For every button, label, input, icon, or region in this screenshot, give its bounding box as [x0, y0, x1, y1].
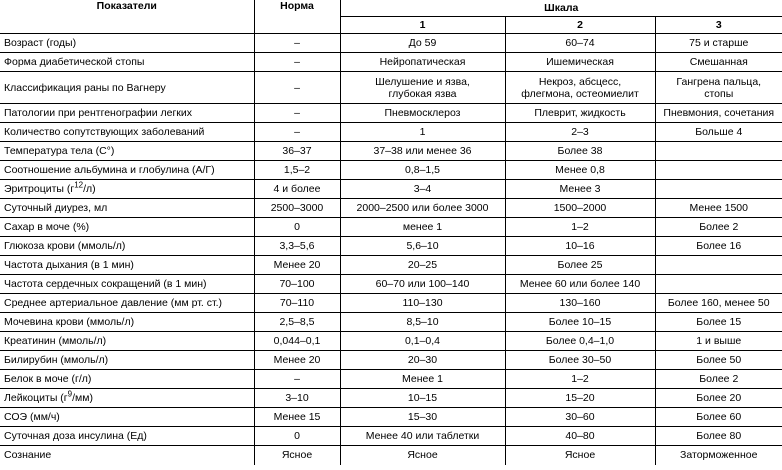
scale-3-cell: Более 160, менее 50 — [655, 294, 782, 313]
row-label-text: Лейкоциты (г — [4, 392, 68, 404]
scale-1-cell: менее 1 — [340, 218, 505, 237]
norm-cell: 3,3–5,6 — [254, 237, 340, 256]
scale-1-cell: 3–4 — [340, 180, 505, 199]
scale-2-cell: Плеврит, жидкость — [505, 104, 655, 123]
scale-1-cell: 1 — [340, 123, 505, 142]
header-scale-2: 2 — [505, 17, 655, 34]
scale-3-cell — [655, 161, 782, 180]
scale-1-cell: 8,5–10 — [340, 313, 505, 332]
scale-2-cell: 60–74 — [505, 34, 655, 53]
table-row — [0, 351, 782, 370]
row-label — [0, 180, 254, 199]
scale-1-cell: 20–25 — [340, 256, 505, 275]
table-row — [0, 427, 782, 446]
row-label: Креатинин (ммоль/л) — [0, 332, 254, 351]
table-row — [0, 53, 782, 72]
scale-3-cell: Смешанная — [655, 53, 782, 72]
row-label: Возраст (годы) — [0, 34, 254, 53]
norm-cell: Менее 15 — [254, 408, 340, 427]
norm-cell: – — [254, 34, 340, 53]
table-row — [0, 123, 782, 142]
scale-3-cell — [655, 180, 782, 199]
row-label: Глюкоза крови (ммоль/л) — [0, 237, 254, 256]
scale-2-cell: Ясное — [505, 446, 655, 465]
row-label: Сознание — [0, 446, 254, 465]
norm-cell: 36–37 — [254, 142, 340, 161]
row-label: Классификация раны по Вагнеру — [0, 72, 254, 104]
table-row — [0, 34, 782, 53]
norm-cell: Менее 20 — [254, 351, 340, 370]
row-label-exponent: 12 — [74, 180, 84, 190]
scale-1-cell: 0,1–0,4 — [340, 332, 505, 351]
scale-1-cell: 37–38 или менее 36 — [340, 142, 505, 161]
scale-3-cell: Более 2 — [655, 218, 782, 237]
row-label-unit: /мм) — [72, 392, 93, 404]
norm-cell: – — [254, 72, 340, 104]
row-label: Мочевина крови (ммоль/л) — [0, 313, 254, 332]
scale-3-cell: 1 и выше — [655, 332, 782, 351]
norm-cell: – — [254, 104, 340, 123]
scale-3-cell: Больше 4 — [655, 123, 782, 142]
header-row-1 — [0, 0, 782, 17]
table-row — [0, 104, 782, 123]
scale-1-cell: 110–130 — [340, 294, 505, 313]
row-label: Среднее артериальное давление (мм рт. ст.) — [0, 294, 254, 313]
scale-2-cell: 1500–2000 — [505, 199, 655, 218]
row-label — [0, 389, 254, 408]
table-row — [0, 256, 782, 275]
table-row — [0, 294, 782, 313]
scale-2-cell: 40–80 — [505, 427, 655, 446]
scale-3-cell: Заторможенное — [655, 446, 782, 465]
scale-2-cell: Более 30–50 — [505, 351, 655, 370]
scale-3-cell: Пневмония, сочетания — [655, 104, 782, 123]
scale-3-cell: Более 20 — [655, 389, 782, 408]
row-label: Сахар в моче (%) — [0, 218, 254, 237]
table-row — [0, 237, 782, 256]
table-row — [0, 313, 782, 332]
table-row — [0, 142, 782, 161]
scale-2-cell: 30–60 — [505, 408, 655, 427]
row-label: Патологии при рентгенографии легких — [0, 104, 254, 123]
scale-2-cell: 15–20 — [505, 389, 655, 408]
row-label: Частота дыхания (в 1 мин) — [0, 256, 254, 275]
scale-3-cell — [655, 142, 782, 161]
scale-2-cell: 1–2 — [505, 218, 655, 237]
row-label: Частота сердечных сокращений (в 1 мин) — [0, 275, 254, 294]
norm-cell: 3–10 — [254, 389, 340, 408]
row-label: СОЭ (мм/ч) — [0, 408, 254, 427]
scale-3-cell: Более 16 — [655, 237, 782, 256]
row-label-unit: /л) — [83, 183, 96, 195]
row-label: Суточный диурез, мл — [0, 199, 254, 218]
scale-2-cell: 2–3 — [505, 123, 655, 142]
scale-3-cell: Более 2 — [655, 370, 782, 389]
scale-2-cell: Более 25 — [505, 256, 655, 275]
scale-3-cell: Более 60 — [655, 408, 782, 427]
scale-1-cell: Пневмосклероз — [340, 104, 505, 123]
table-row — [0, 408, 782, 427]
norm-cell: 70–100 — [254, 275, 340, 294]
scale-2-cell: Более 10–15 — [505, 313, 655, 332]
scale-1-cell: Менее 1 — [340, 370, 505, 389]
norm-cell: 4 и более — [254, 180, 340, 199]
scale-3-cell: Более 80 — [655, 427, 782, 446]
header-scale: Шкала — [340, 0, 782, 17]
row-label: Суточная доза инсулина (Ед) — [0, 427, 254, 446]
scale-2-cell: Более 38 — [505, 142, 655, 161]
row-label-text: Эритроциты (г — [4, 183, 75, 195]
header-scale-3: 3 — [655, 17, 782, 34]
scale-1-cell: 20–30 — [340, 351, 505, 370]
row-label: Белок в моче (г/л) — [0, 370, 254, 389]
scale-3-cell: 75 и старше — [655, 34, 782, 53]
scale-2-cell: Менее 60 или более 140 — [505, 275, 655, 294]
header-scale-1: 1 — [340, 17, 505, 34]
table-row — [0, 446, 782, 465]
row-label: Соотношение альбумина и глобулина (А/Г) — [0, 161, 254, 180]
norm-cell: 70–110 — [254, 294, 340, 313]
norm-cell: 1,5–2 — [254, 161, 340, 180]
scale-1-cell: 15–30 — [340, 408, 505, 427]
scale-3-cell — [655, 256, 782, 275]
table-row — [0, 72, 782, 104]
row-label: Количество сопутствующих заболеваний — [0, 123, 254, 142]
table-row — [0, 180, 782, 199]
row-label: Билирубин (ммоль/л) — [0, 351, 254, 370]
row-label-exponent: 9 — [67, 389, 73, 399]
scale-2-cell: 130–160 — [505, 294, 655, 313]
scale-1-cell: 60–70 или 100–140 — [340, 275, 505, 294]
scale-1-cell: 5,6–10 — [340, 237, 505, 256]
scale-2-cell: Некроз, абсцесс, флегмона, остеомиелит — [505, 72, 655, 104]
norm-cell: Менее 20 — [254, 256, 340, 275]
table-row — [0, 161, 782, 180]
scale-1-cell: 0,8–1,5 — [340, 161, 505, 180]
scale-3-cell: Более 50 — [655, 351, 782, 370]
scale-1-cell: 10–15 — [340, 389, 505, 408]
norm-cell: – — [254, 370, 340, 389]
table-row — [0, 389, 782, 408]
scale-3-cell: Более 15 — [655, 313, 782, 332]
table-row — [0, 332, 782, 351]
scale-1-cell: До 59 — [340, 34, 505, 53]
table-row — [0, 370, 782, 389]
header-norm: Норма — [254, 0, 340, 34]
scale-3-cell: Менее 1500 — [655, 199, 782, 218]
table-row — [0, 199, 782, 218]
scale-2-cell: Менее 3 — [505, 180, 655, 199]
scale-1-cell: Нейропатическая — [340, 53, 505, 72]
scale-2-cell: 1–2 — [505, 370, 655, 389]
scale-2-cell: Ишемическая — [505, 53, 655, 72]
scale-3-cell: Гангрена пальца, стопы — [655, 72, 782, 104]
norm-cell: 0 — [254, 427, 340, 446]
norm-cell: Ясное — [254, 446, 340, 465]
scale-2-cell: Менее 0,8 — [505, 161, 655, 180]
norm-cell: – — [254, 53, 340, 72]
norm-cell: 0,044–0,1 — [254, 332, 340, 351]
scale-3-cell — [655, 275, 782, 294]
norm-cell: – — [254, 123, 340, 142]
scale-1-cell: Шелушение и язва, глубокая язва — [340, 72, 505, 104]
scale-2-cell: 10–16 — [505, 237, 655, 256]
table-row — [0, 275, 782, 294]
norm-cell: 0 — [254, 218, 340, 237]
row-label: Форма диабетической стопы — [0, 53, 254, 72]
scale-1-cell: Менее 40 или таблетки — [340, 427, 505, 446]
norm-cell: 2,5–8,5 — [254, 313, 340, 332]
table-row — [0, 218, 782, 237]
row-label: Температура тела (С°) — [0, 142, 254, 161]
scale-2-cell: Более 0,4–1,0 — [505, 332, 655, 351]
scale-1-cell: 2000–2500 или более 3000 — [340, 199, 505, 218]
norm-cell: 2500–3000 — [254, 199, 340, 218]
header-indicators: Показатели — [0, 0, 254, 34]
scale-1-cell: Ясное — [340, 446, 505, 465]
